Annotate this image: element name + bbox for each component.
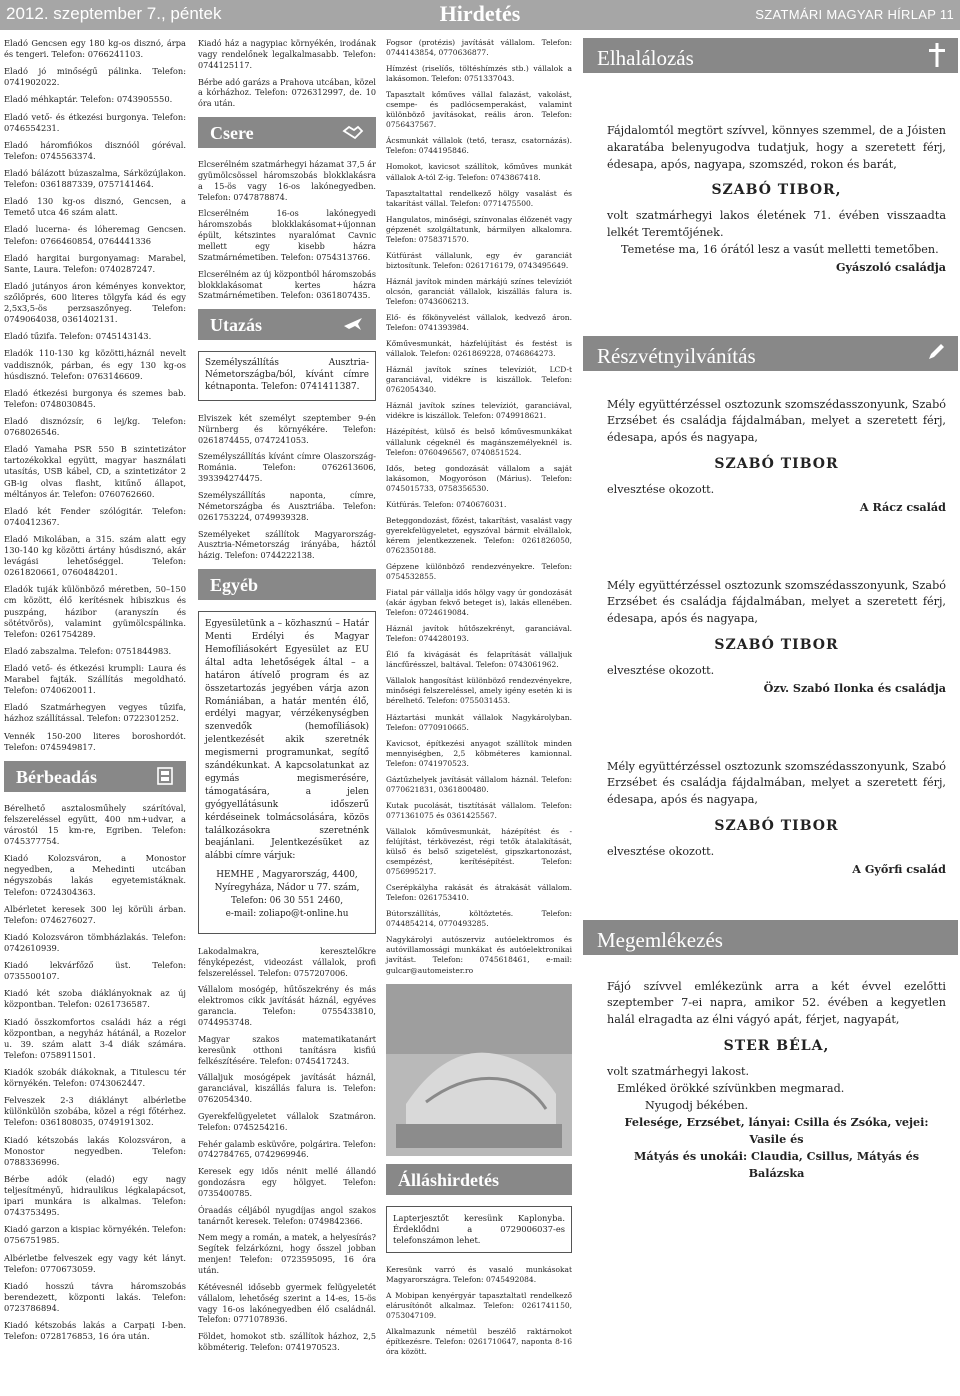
- service-ad: Beteggondozást, főzést, takarítást, vasalást vagy gyerekfelügyeletet, egyszóval bármit elvállalok, kérem jelentkezzenek. Telefon: 0261826050, 0762350188.: [386, 515, 572, 555]
- paper-name: SZATMÁRI MAGYAR HÍRLAP 11: [755, 7, 954, 22]
- job-ad: Alkalmazunk németül beszélő raktárnokot építkezésre. Telefon: 0261710647, naponta 8-16 óra között.: [386, 1327, 572, 1357]
- services-list: [386, 38, 572, 976]
- service-ad: Kavicsot, építkezési anyagot szállítok minden mennyiségben, 2,5 köbméteres kamionnal. Telefon: 0741970523.: [386, 738, 572, 768]
- service-ad: Kútfúrást vállalunk, egy év garanciát biztosítunk. Telefon: 0261716179, 0743495649.: [386, 250, 572, 270]
- service-ad: Hímzést (riselíős, töltéshímzés stb.) vállalok a lakásomon. Telefon: 0751337043.: [386, 64, 572, 84]
- section-bar-title: Csere: [210, 123, 254, 144]
- section-bar-egyeb: [198, 569, 376, 600]
- notice-signature: Mátyás és unokái: Claudia, Csillus, Mátyás és Balázska: [633, 1148, 920, 1180]
- section-bar-allashirdetes: [386, 1164, 572, 1195]
- rental-ad: Kiadó kétszobás lakás a Carpați I-ben. Telefon: 0728176853, 16 óra után.: [4, 1320, 186, 1342]
- travel-box-ad: Személyszállítás Ausztria-Németországba/ból, kívánt címre kétnaponta. Telefon: 0741411387.: [198, 351, 376, 401]
- section-bar-title: Megemlékezés: [597, 927, 723, 952]
- cemetery-statue-photo: [386, 984, 572, 1156]
- notice-text: Nyugodj békében.: [645, 1098, 749, 1112]
- section-bar-reszvet: [583, 336, 958, 371]
- exchange-ad: Elcserélném 16-os lakónegyedi háromszobás blokklakásomat+újonnan épült, kétszintes nyaralómat Cavnic mellett egy kisebb házra Szatmárnémetiben. Telefon: 0754313766.: [198, 208, 376, 262]
- service-ad: Vállalok kőművesmunkát, házépítést és -felújítást, térkövezést, régi tetők átalakítását, külső és belső szigetelést, gipszkartonozást, csempézést, kerítésépítést. Telefon: 0756995217.: [386, 826, 572, 877]
- travel-list: [198, 413, 376, 561]
- job-ad: Keresünk varró és vasaló munkásokat Magyarországra. Telefon: 0745492084.: [386, 1264, 572, 1284]
- notice-text: elvesztése okozott.: [607, 482, 715, 496]
- service-ad: Fogsor (protézis) javítását vállalom. Telefon: 0744143854, 0770636877.: [386, 38, 572, 58]
- notice-text: volt szatmárhegyi lakost.: [607, 1064, 750, 1078]
- rental-ad: Albérletbe felveszek egy vagy két lányt. Telefon: 0770673059.: [4, 1252, 186, 1274]
- travel-ad: Személyszállítás kívánt címre Olaszország-Románia. Telefon: 0762613606, 393394274475.: [198, 451, 376, 484]
- rental-ad: Bérelhető asztalosműhely szárítóval, felszereléssel együtt, 400 nm+udvar, a várostól 15 km-re, Egriben. Telefon: 0745377754.: [4, 802, 186, 847]
- notice-text: Mély együttérzéssel osztozunk szomszédasszonyunk, Szabó Erzsébet és családja fájdalmában, melyet a szeretett férj, édesapa, após és nagyapa,: [607, 578, 946, 626]
- service-ad: Nagykárolyi autószerviz autóelektromos és autóvillamossági munkákat és autóelektronikai javítást. Telefon: 0745618461, e-mail: gulcar@automeister.ro: [386, 935, 572, 975]
- notice-text: Temetése ma, 16 órától lesz a vasút melletti temetőben.: [621, 242, 939, 256]
- notice-text: Fájdalomtól megtört szívvel, könnyes szemmel, de a Jóisten akaratába belenyugodva tudatjuk, hogy a szeretett férj, édesapa, após, nagyapa, szomszéd, rokon és barát,: [607, 124, 946, 171]
- exchange-ad: Elcserélném szatmárhegyi házamat 37,5 ár gyümölcsössel háromszobás blokklakásra a 15-ös vagy 16-os lakónegyedben. Telefon: 0747878874.: [198, 159, 376, 202]
- service-ad: Kútfúrás. Telefon: 0740676031.: [386, 499, 507, 509]
- notice-signature: A Győrfi család: [852, 861, 946, 876]
- section-bar-title: Utazás: [210, 315, 262, 336]
- column-2: [198, 38, 376, 1359]
- memorial-notice: [583, 973, 958, 1182]
- misc-ad: Kétévesnél idősebb gyermek felügyeletét vállalom, lehetőség szerint a 14-es, 15-ös vagy 16-os lakónegyedben élő családnál. Telefon: 0771078936.: [198, 1281, 376, 1325]
- jobs-list: [386, 1265, 572, 1357]
- classified-ad: Vennék 150-200 literes boroshordót. Telefon: 0745949817.: [4, 730, 186, 752]
- classified-ad: Eladó két Fender szólógitár. Telefon: 0740412367.: [4, 505, 186, 527]
- condolence-3: [583, 759, 958, 878]
- service-ad: Házépítést, külső és belső kőművesmunkákat vállalunk cégeknél és magánszemélyeknél is. Telefon: 0760496567, 0740851524.: [386, 427, 572, 457]
- deceased-name: SZABÓ TIBOR: [714, 455, 839, 472]
- section-bar-title: Álláshirdetés: [398, 1169, 499, 1190]
- classified-ad: Eladók tuják különböző méretben, 50–150 cm között, élő kerítésnek hibiszkus és puszpáng, házibor (aranyszín és sötétvörös), valamint gyümölcspálinka. Telefon: 0261754289.: [4, 584, 186, 639]
- exchange-ad: Elcserélném az új központból háromszobás blokklakásomat kertes házra Szatmárnémetiben. Telefon: 0361807435.: [198, 268, 376, 301]
- notice-signature: A Rácz család: [859, 499, 946, 514]
- notice-text: volt szatmárhegyi lakos életének 71. évében visszaadta lelkét Teremtőjének.: [607, 209, 946, 240]
- deceased-name: STER BÉLA,: [723, 1037, 830, 1054]
- service-ad: Bútorszállítás, költöztetés. Telefon: 0744854214, 0770493285.: [386, 909, 572, 929]
- issue-date: 2012. szeptember 7., péntek: [6, 4, 222, 23]
- death-notice: [583, 91, 958, 276]
- service-ad: Hangulatos, minőségi, színvonalas élőzenét vagy gépzenét szolgáltatunk, bármilyen alkalomra. Telefon: 0758371570.: [386, 214, 572, 244]
- hemophilia-box-ad: [198, 611, 376, 934]
- service-ad: Gépzene különböző rendezvényekre. Telefon: 0754532855.: [386, 561, 572, 582]
- rental-ad: Kiadó kétszobás lakás Kolozsváron, a Monostor negyedben. Telefon: 0788336996.: [4, 1134, 186, 1167]
- notice-signature: Özv. Szabó Ilonka és családja: [763, 680, 946, 695]
- misc-ad: Keresek egy idős nénit mellé állandó gondozásra egy hölgyet. Telefon: 0735400785.: [198, 1166, 376, 1198]
- classified-ad: Eladó Mikolában, a 315. szám alatt egy 130-140 kg közötti ártány húsdisznó, akár levágási lehetőséggel. Telefon: 0261820661, 0760484201.: [4, 533, 186, 578]
- notice-signature: Felesége, Erzsébet, lányai: Csilla és Zsóka, vejei: Vasile és: [624, 1115, 929, 1147]
- notice-text: elvesztése okozott.: [607, 663, 715, 677]
- classified-ad: Eladó bálázott búzaszalma, Sárközújlakon. Telefon: 0361887339, 0757141464.: [4, 167, 186, 190]
- box-text: Egyesületünk a – közhasznú – Határ Menti Erdélyi és Magyar Hemofíliásokért Egyesület az EU által adta lehetőségek által – a határon átívelő program és az összetartozás jegyében várja azon Romániában, a határ mentén élő, erdélyi magyar, vérzékenységben szenvedők (hemofíliások) jelentkezését akik szeretnék megismerni programunkat, segítő szándékunkat. A kapcsolatunkat az egymás megismerésére, támogatására, a jelen gyógyellátásunk időszerű kérdéseinek tolmácsolására, közös találkozásokra szeretnénk beajánlani. Jelentkezésüket az alábbi címre várjuk:: [205, 619, 369, 862]
- rental-ad: Kiadó Kolozsváron tömbházlakás. Telefon: 0742610939.: [4, 931, 186, 953]
- misc-ad: Vállalom mosógép, hűtőszekrény és más elektromos cikk javítását háznál, egyéves garancia. Telefon: 0755433810, 0744953748.: [198, 984, 376, 1027]
- section-bar-utazas: [198, 309, 376, 340]
- job-ad: A Mobipan kenyérgyár tapasztaltatl rendelkező elárusítónőt alkalmaz. Telefon: 0261741150, 0753047109.: [386, 1290, 572, 1321]
- classified-ad: Eladó Gencsen egy 180 kg-os disznó, árpa és tengeri. Telefon: 0766241103.: [4, 38, 186, 60]
- classified-ad: Eladó vető- és étkezési burgonya. Telefon: 0746554231.: [4, 111, 186, 133]
- classified-ad: Eladó lucerna- és lóheremag Gencsen. Telefon: 0766460854, 0764441336: [4, 224, 186, 246]
- classified-ad: Eladó hargitai burgonyamag: Marabel, Sante, Laura. Telefon: 0740287247.: [4, 252, 186, 274]
- service-ad: Fiatal pár vállalja idős hölgy vagy úr gondozását (akár ágyban fekvő beteget is), lakás ellenében. Telefon: 0724619084.: [386, 588, 572, 618]
- column-3: [386, 38, 572, 1363]
- rental-ad: Felveszek 2-3 diáklányt albérletbe különkülön szobába, közel a régi főtérhez. Telefon: 0361808035, 0749191302.: [4, 1095, 186, 1128]
- deceased-name: SZABÓ TIBOR: [714, 817, 839, 834]
- notice-text: Fájó szívvel emlékezünk arra a két évvel ezelőtti szeptember 7-ei napra, amikor 52. évében a kegyetlen halál elragadta az élni vágyó apát, férjet, nagyapát,: [607, 979, 946, 1027]
- classified-ad: Bérbe adó garázs a Prahova utcában, közel a kórházhoz. Telefon: 0726312997, de. 10 óra után.: [198, 76, 376, 109]
- service-ad: Homokot, kavicsot szállítok, kőműves munkát vállalok A-tól Z-ig. Telefon: 0743867418.: [386, 162, 572, 182]
- misc-ad: Óraadás céljából nyugdíjas angol szakos tanárnőt keresek. Telefon: 0749842366.: [198, 1204, 376, 1226]
- classified-ad: Eladó méhkaptár. Telefon: 0743905550.: [4, 94, 173, 105]
- column-1: [4, 38, 186, 1348]
- section-bar-elhalalozas: [583, 38, 958, 73]
- section-bar-title: Egyéb: [210, 575, 259, 596]
- rental-ad: Kiadók szobák diákoknak, a Titulescu tér környékén. Telefon: 0743062447.: [4, 1066, 186, 1089]
- travel-ad: Személyeket szállítok Magyarország-Ausztria-Németország irányába, háztól házig. Telefon: 0744222138.: [198, 528, 376, 561]
- rental-ad: Bérbe adók (eladó) egy nagy teljesítményű, hidraulikus légkalapácsot, ipari munkára is alkalmas. Telefon: 0743753495.: [4, 1173, 186, 1218]
- page-header: [0, 0, 960, 30]
- key-icon: [156, 766, 174, 792]
- service-ad: Tapasztaltattal rendelkező hölgy vasalást és takarítást vállal. Telefon: 0771475500.: [386, 188, 572, 208]
- misc-ad: Lakodalmakra, keresztelőkre fényképezést, videozást vállalok, profi felszereléssel. Telefon: 0757207006.: [198, 945, 376, 978]
- misc-ad: Fehér galamb esküvőre, polgárira. Telefon: 0742784765, 0742969946.: [198, 1138, 376, 1160]
- airplane-icon: [342, 314, 364, 340]
- classified-ad: Eladók 110-130 kg közötti,háznál nevelt vaddisznók, párban, és egy 130 kg-os húsdisznó. Telefon: 0763146609.: [4, 348, 186, 381]
- service-ad: Gáztűzhelyek javítását vállalom háznál. Telefon: 0770621831, 0361800480.: [386, 774, 572, 794]
- misc-list: [198, 946, 376, 1353]
- section-bar-title: Részvétnyilvánítás: [597, 343, 756, 368]
- classified-ad: Eladó 130 kg-os disznó, Gencsen, a Temető utca 46 szám alatt.: [4, 196, 186, 218]
- box-address: [205, 869, 369, 921]
- service-ad: Ácsmunkát vállalok (tető, terasz, csatornázás). Telefon: 0744195846.: [386, 136, 572, 156]
- travel-ad: Személyszállítás naponta, címre, Németországba és Ausztriába. Telefon: 0261753224, 0749939328.: [198, 490, 376, 522]
- misc-ad: Vállaljuk mosógépek javítását háznál, garanciával, kiszállás falura is. Telefon: 0762054340.: [198, 1072, 376, 1105]
- address-line: HEMHE , Magyarország, 4400,: [216, 870, 358, 881]
- condolence-2: [583, 578, 958, 697]
- classified-ad: Eladó Szatmárhegyen vegyes tűzifa, házhoz szállítással. Telefon: 0722301252.: [4, 702, 186, 724]
- section-bar-megemlekezes: [583, 920, 958, 955]
- classified-ad: Eladó Yamaha PSR 550 B szintetizátor tartozékokkal együtt, magyar használati utasítás, USB kábel, CD, a szintetizátor 2 GB-ig olvas flasht, kitűnő állapot, méltányos ár. Telefon: 0760762660.: [4, 444, 186, 499]
- rental-ad: Kiadó két szoba diáklányoknak az új központban. Telefon: 0261736587.: [4, 988, 186, 1010]
- rental-list: [4, 803, 186, 1342]
- misc-ad: Magyar szakos matematikatanárt keresünk otthoni tanításra kisfiú felkészítésére. Telefon: 0745417243.: [198, 1033, 376, 1066]
- rental-ad: Kiadó garzon a kispiac környékén. Telefon: 0756751985.: [4, 1224, 186, 1246]
- address-line: Telefon: 06 30 551 2460,: [230, 896, 344, 907]
- address-line: Nyíregyháza, Nádor u 77. szám,: [214, 883, 360, 894]
- rental-ad: Kiadó összkomfortos családi ház a régi központban, a negyház hátánál, a Rozelor u. 39. szám alatt 3-4 diák számára. Telefon: 0758911501.: [4, 1016, 186, 1060]
- notice-signature: Gyászoló családja: [835, 259, 946, 274]
- classified-ad: Eladó disznózsír, 6 lej/kg. Telefon: 0768026546.: [4, 415, 186, 438]
- service-ad: Háznál javítok minden márkájú színes televíziót olcsón, garanciát vállalok, kiszállás falura is. Telefon: 0743606213.: [386, 276, 572, 306]
- condolence-1: [583, 389, 958, 516]
- classifieds-list: [198, 38, 376, 109]
- misc-ad: Gyerekfelügyeletet vállalok Szatmáron. Telefon: 0745254216.: [198, 1110, 376, 1132]
- classified-ad: Eladó jutányos áron kéményes konvektor, szőlőprés, 600 literes tölgyfa kád és egy 2,5x3,5-ös perzsaszőnyeg. Telefon: 0749064038, 0361402131.: [4, 280, 186, 325]
- notice-text: elvesztése okozott.: [607, 844, 715, 858]
- classifieds-list: [4, 38, 186, 753]
- rental-ad: Kiadó Kolozsváron, a Monostor negyedben, a Mehedinti utcában négyszobás lakás egyetemistáknak. Telefon: 0724304363.: [4, 853, 186, 897]
- rental-ad: Albérletet keresek 300 lej körüli árban. Telefon: 0746276027.: [4, 903, 186, 925]
- service-ad: Elő- és főkönyvelést vállalok, kedvező áron. Telefon: 0741393984.: [386, 313, 572, 333]
- classified-ad: Eladó étkezési burgonya és szemes bab. Telefon: 0748030845.: [4, 387, 186, 409]
- service-ad: Kőművesmunkát, házfelújítást és festést is vállalok. Telefon: 0261869228, 0746864273.: [386, 339, 572, 359]
- service-ad: Cserépkályha rakását és átrakását vállalom. Telefon: 0261753410.: [386, 883, 572, 903]
- service-ad: Háznál javítok színes televíziót, garanciával, vidékre is kiszállok. Telefon: 0749918621.: [386, 401, 572, 421]
- service-ad: Háztartási munkát vállalok Nagykárolyban. Telefon: 0770910665.: [386, 712, 572, 732]
- notice-text: Mély együttérzéssel osztozunk szomszédasszonyunk, Szabó Erzsébet és családja fájdalmában, melyet a szeretett férj, édesapa, após és nagyapa,: [607, 397, 946, 445]
- service-ad: Élő fa kivágását és felaprítását vállaljuk láncfűrésszel, baltával. Telefon: 0743061962.: [386, 650, 572, 670]
- column-4: [583, 38, 958, 1182]
- rental-ad: Kiadó lekvárfőző üst. Telefon: 0735500107.: [4, 960, 186, 982]
- exchange-list: [198, 159, 376, 301]
- cross-icon: [928, 43, 946, 74]
- misc-ad: Földet, homokot stb. szállítok házhoz, 2,5 köbméterig. Telefon: 0741970523.: [198, 1331, 376, 1353]
- classified-ad: Eladó tűzifa. Telefon: 0745143143.: [4, 331, 152, 342]
- rental-ad: Kiadó hosszú távra háromszobás berendezett, központi lakás. Telefon: 0723786894.: [4, 1280, 186, 1313]
- service-ad: Háznál javítok színes televíziót, LCD-t garanciával, vidékre is kiszállok. Telefon: 0762054340.: [386, 365, 572, 395]
- service-ad: Tapasztalt kőműves vállal falazást, vakolást, csempe- és padlócsemperakást, valamint különböző javításokat, reális áron. Telefon: 0756437567.: [386, 90, 572, 130]
- deceased-name: SZABÓ TIBOR: [714, 636, 839, 653]
- classified-ad: Eladó jó minőségű pálinka. Telefon: 0741902022.: [4, 66, 186, 88]
- classified-ad: Eladó háromfiókos disznóól góréval. Telefon: 0745563374.: [4, 139, 186, 161]
- service-ad: Vállalok hangosítást különböző rendezvényekre, minőségi felszereléssel, amely igény esetén ki is bérelhető. Telefon: 0755031453.: [386, 676, 572, 706]
- notice-text: Mély együttérzéssel osztozunk szomszédasszonyunk, Szabó Erzsébet és családja fájdalmában, melyet a szeretett férj, édesapa, após és nagyapa,: [607, 759, 946, 807]
- address-line: e-mail: zoliapo@t-online.hu: [225, 909, 349, 920]
- job-box-ad: Lapterjesztőt keresünk Kaplonyba. Érdeklődni a 0729006037-es telefonszámon lehet.: [386, 1206, 572, 1253]
- notice-text: Emléked örökké szívünkben megmarad.: [617, 1081, 845, 1095]
- classified-ad: Eladó zabszalma. Telefon: 0751844983.: [4, 645, 172, 656]
- travel-ad: Elviszek két személyt szeptember 9-én Nürnberg és környékére. Telefon: 0261874455, 0747241053.: [198, 412, 376, 445]
- section-bar-title: Elhalálozás: [597, 46, 694, 70]
- misc-ad: Nem megy a román, a matek, a helyesírás? Segítek felzárkózni, hogy ősszel jobban menjen! Telefon: 0723595095, 16 óra után.: [198, 1232, 376, 1276]
- pencil-icon: [926, 341, 946, 369]
- section-bar-title: Bérbeadás: [16, 766, 97, 787]
- classified-ad: Eladó vető- és étkezési krumpli: Laura és Marabel fajták. Szállítás megoldható. Telefon: 0740620011.: [4, 663, 186, 696]
- service-ad: Idős, beteg gondozását vállalom a saját lakásomon, Mogyoróson (Márius). Telefon: 0745015733, 0758356530.: [386, 463, 572, 493]
- deceased-name: SZABÓ TIBOR,: [711, 182, 842, 199]
- section-bar-csere: [198, 117, 376, 148]
- service-ad: Kutak pucolását, tisztítását vállalom. Telefon: 0771361075 és 0361425567.: [386, 800, 572, 820]
- section-bar-berbeadas: [4, 761, 186, 792]
- classified-ad: Kiadó ház a nagypiac környékén, irodának vagy rendelőnek legalkalmasabb. Telefon: 0744125117.: [198, 38, 376, 70]
- handshake-icon: [342, 122, 364, 148]
- service-ad: Háznál javítok hűtőszekrényt, garanciával. Telefon: 0744280193.: [386, 624, 572, 644]
- section-title: Hirdetés: [439, 1, 521, 26]
